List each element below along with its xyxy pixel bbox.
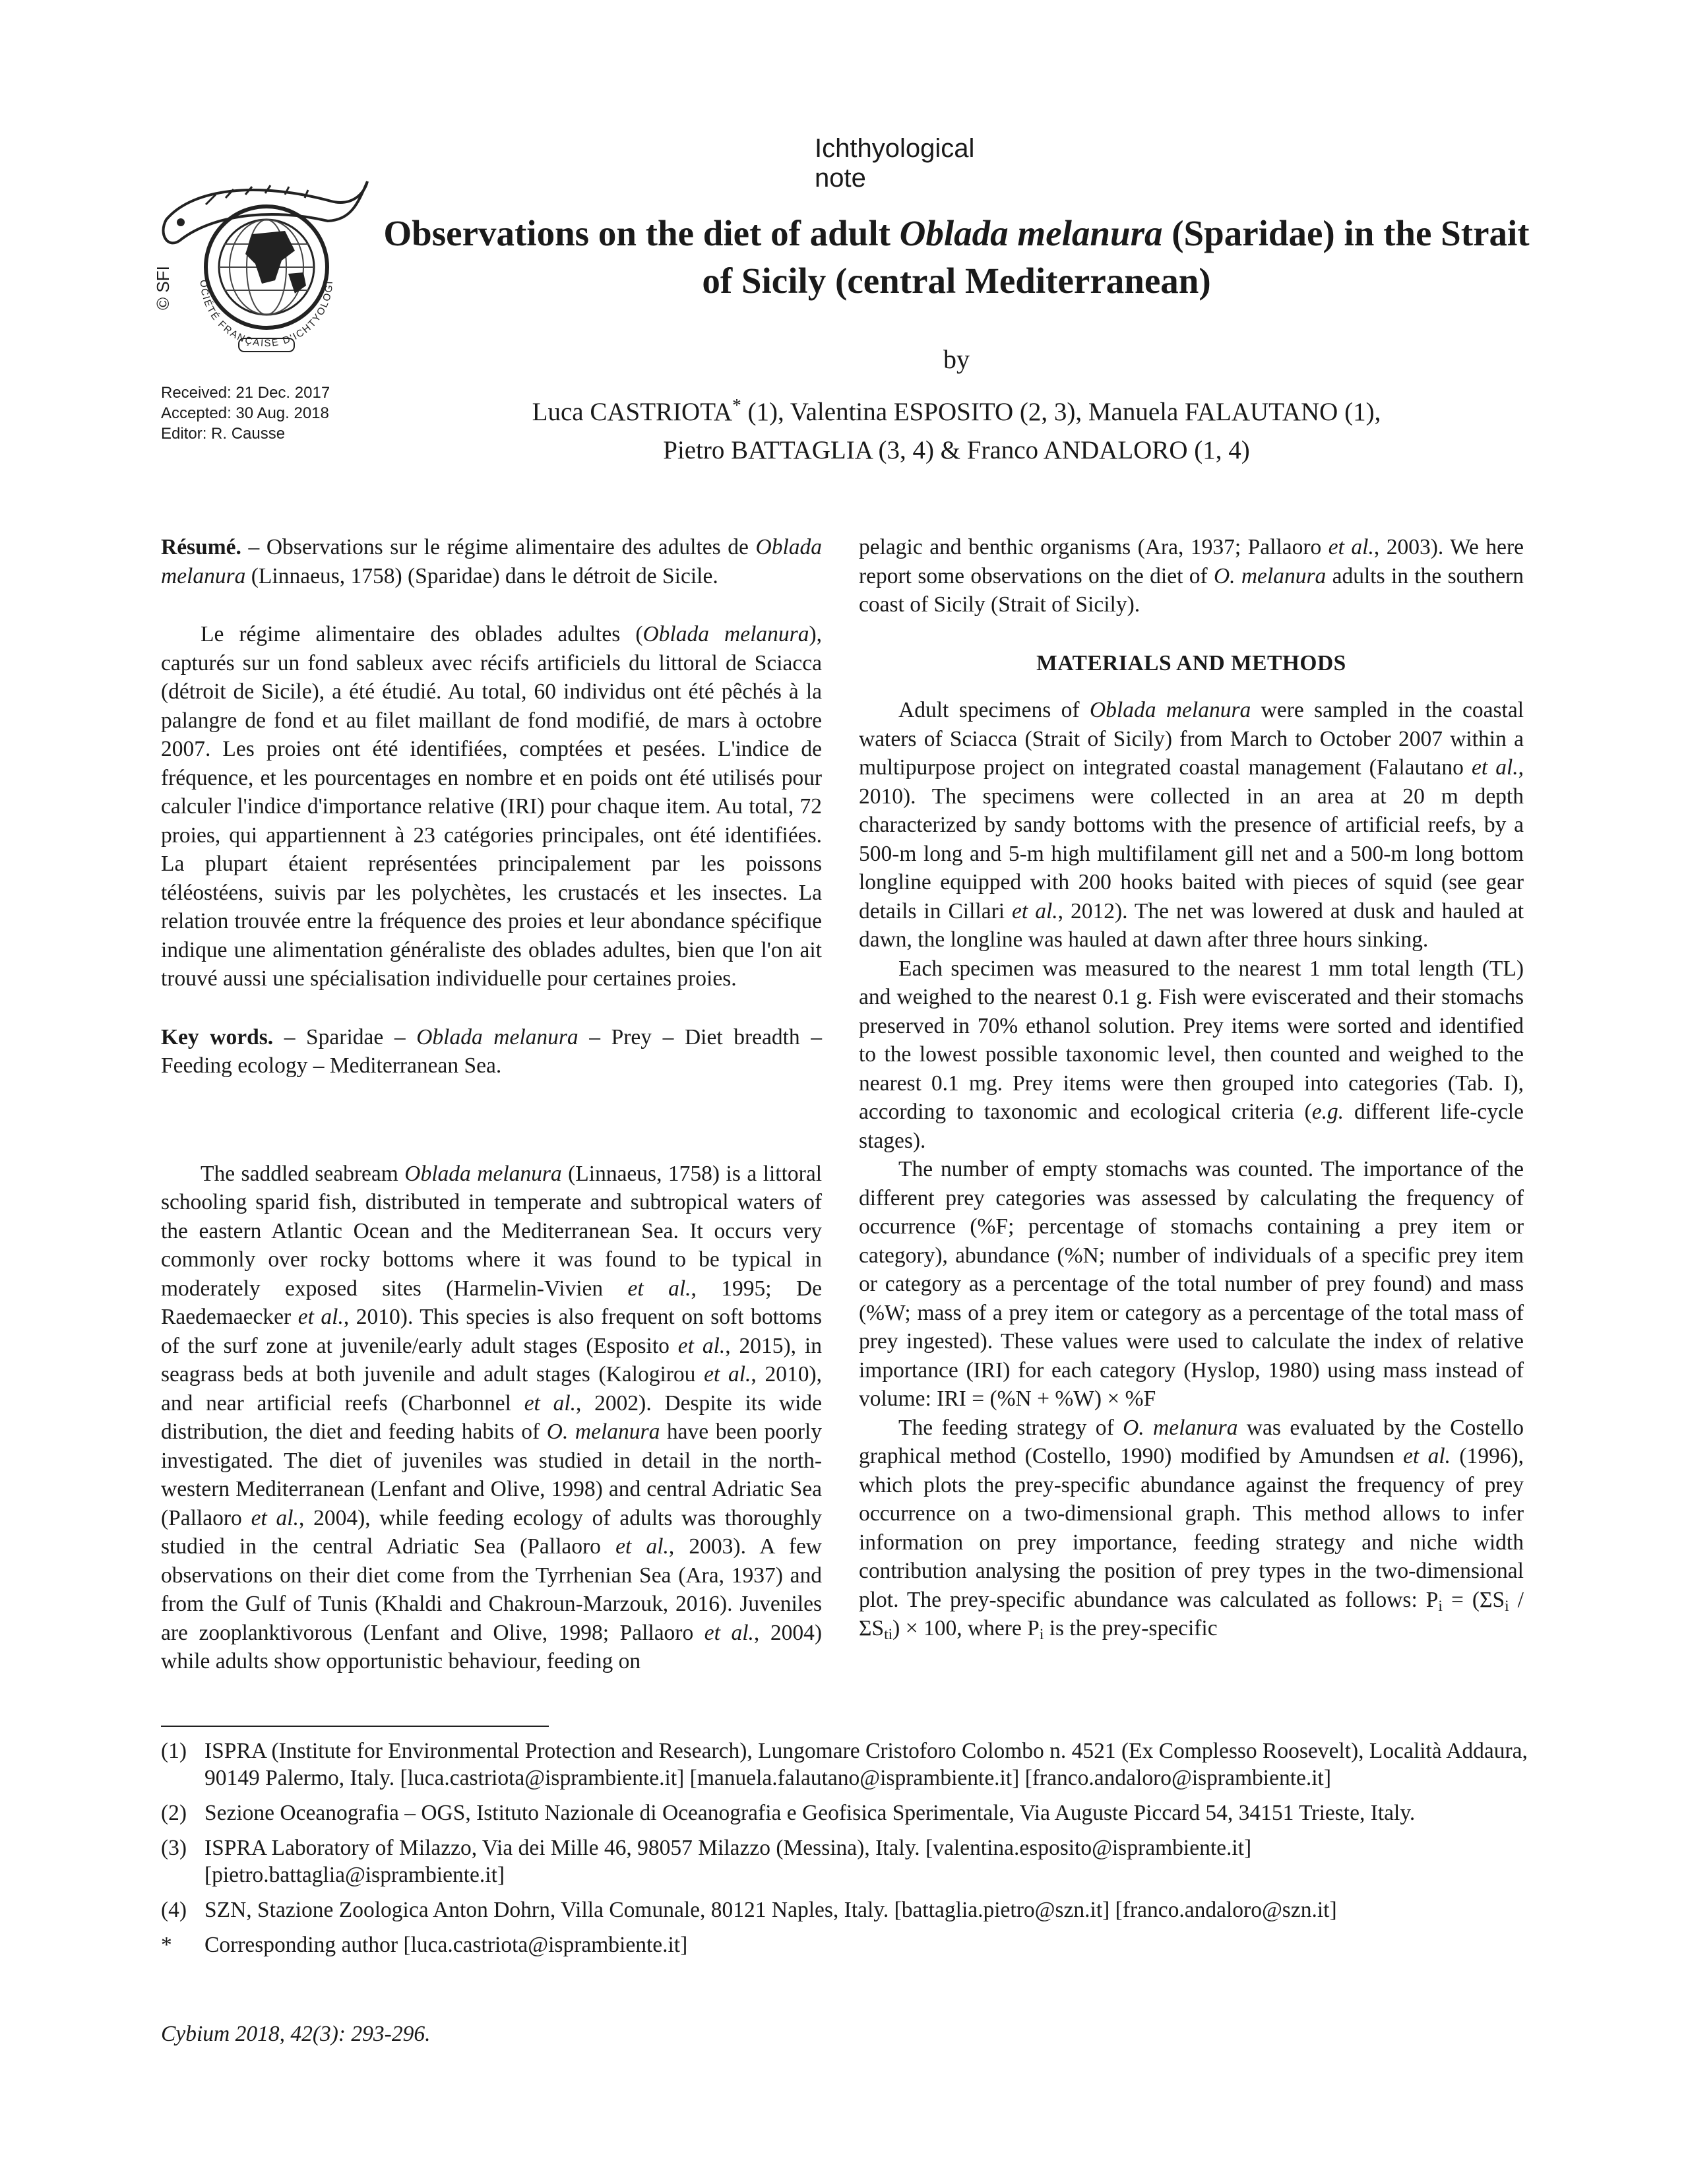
copyright-mark: © SFI — [153, 266, 173, 310]
footnotes — [161, 1737, 1533, 1966]
journal-citation: Cybium 2018, 42(3): 293-296. — [161, 2022, 431, 2046]
sfi-logo — [153, 168, 371, 366]
editor-name: Editor: R. Causse — [161, 425, 286, 443]
resume-paragraph: Résumé. – Observations sur le régime alimentaire des adultes de Oblada melanura (Linnaeus, 1758) (Sparidae) dans le détroit de Sicile. — [161, 535, 822, 588]
right-column — [859, 533, 1524, 1643]
note-type-label: Ichthyological note — [815, 134, 975, 193]
methods-paragraph-4: The feeding strategy of O. melanura was evaluated by the Costello graphical method (Costello, 1990) modified by Amundsen et al. (1996), which plots the prey-specific abundance against the frequency of prey occurrence on a two-dimensional graph. This method allows to infer information on prey importance, feeding strategy and niche width contribution analysing the position of prey types in the two-dimensional plot. The prey-specific abundance was calculated as follows: $P_i = (\Sigma S_i / \Sigma S_{ti}) \times 100$, where $P_i$ is the prey-specific — [859, 1415, 1524, 1643]
corresponding-author: Luca CASTRIOTA — [532, 398, 733, 426]
footnote: (1) ISPRA (Institute for Environmental Protection and Research), Lungomare Cristoforo Colombo n. 4521 (Ex Complesso Roosevelt), Località Addaura, 90149 Palermo, Italy. [luca.castriota@isprambiente.it] [manuela.falautano@isprambiente.it] [franco.andaloro@isprambiente.it] — [161, 1739, 1528, 1790]
methods-paragraph-1: Adult specimens of Oblada melanura were sampled in the coastal waters of Sciacca (Strait of Sicily) from March to October 2007 within a multipurpose project on integrated coastal management (Falautano et al., 2010). The specimens were collected in an area at 20 m depth characterized by sandy bottoms with the presence of artificial reefs, by a 500-m long and 5-m high multifilament gill net and a 500-m long bottom longline equipped with 200 hooks baited with pieces of squid (see gear details in Cillari et al., 2012). The net was lowered at dusk and hauled at dawn, the longline was hauled at dawn after three hours sinking. — [859, 698, 1524, 952]
keywords-paragraph: Key words. – Sparidae – Oblada melanura – Prey – Diet breadth – Feeding ecology – Mediterranean Sea. — [161, 1024, 823, 1078]
received-date: Received: 21 Dec. 2017 — [161, 384, 330, 402]
logo-ring-text: OCIÉTÉ FRANÇAISE D'ICHTYOLOGI — [197, 279, 336, 350]
methods-paragraph-2: Each specimen was measured to the nearest 1 mm total length (TL) and weighed to the nearest 0.1 g. Fish were eviscerated and their stomachs preserved in 70% ethanol solution. Prey items were sorted and identified to the lowest possible taxonomic level, then counted and weighed to the nearest 0.1 mg. Prey items were then grouped into categories (Tab. I), according to taxonomic and ecological criteria (e.g. different life-cycle stages). — [859, 956, 1524, 1153]
methods-paragraph-3: The number of empty stomachs was counted. The importance of the different prey categories was assessed by calculating the frequency of occurrence (%F; percentage of stomachs containing a prey item or category), abundance (%N; number of individuals of a specific prey item or category as a percentage of the total number of prey found) and mass (%W; mass of a prey item or category as a percentage of the total mass of prey ingested). These values were used to calculate the index of relative importance (IRI) for each category (Hyslop, 1980) using mass instead of volume: IRI = (%N + %W) × %F — [859, 1157, 1524, 1411]
editorial-dates — [161, 383, 330, 444]
article-title: Observations on the diet of adult Oblada melanura (Sparidae) in the Strait of Sicily (central Mediterranean) — [383, 213, 1530, 301]
abstract-fr-paragraph: Le régime alimentaire des oblades adultes (Oblada melanura), capturés sur un fond sableux avec récifs artificiels du littoral de Sciacca (détroit de Sicile), a été étudié. Au total, 60 individus ont été pêchés à la palangre de fond et au filet maillant de fond modifié, de mars à octobre 2007. Les proies ont été identifiées, comptées et pesées. L'indice de fréquence, et les pourcentages en nombre et en poids ont été utilisés pour calculer l'indice d'importance relative (IRI) pour chaque item. Au total, 72 proies, qui appartiennent à 23 catégories principales, ont été identifiées. La plupart étaient représentées principalement par les poissons téléostéens, suivis par les polychètes, les crustacés et les insectes. La relation trouvée entre la fréquence des proies et leur abondance spécifique indique une alimentation généraliste des oblades adultes, bien que l'on ait trouvé aussi une spécialisation individuelle pour certaines proies. — [161, 622, 822, 991]
author-list: Luca CASTRIOTA* (1), Valentina ESPOSITO (2, 3), Manuela FALAUTANO (1), Pietro BATTAGLIA (3, 4) & Franco ANDALORO (1, 4) — [532, 395, 1381, 464]
intro-continued-paragraph: pelagic and benthic organisms (Ara, 1937; Pallaoro et al., 2003). We here report some observations on the diet of O. melanura adults in the southern coast of Sicily (Strait of Sicily). — [859, 535, 1524, 617]
section-heading-methods: MATERIALS AND METHODS — [1036, 650, 1346, 675]
footnote: (3) ISPRA Laboratory of Milazzo, Via dei Mille 46, 98057 Milazzo (Messina), Italy. [valentina.esposito@isprambiente.it] [pietro.battaglia@isprambiente.it] — [161, 1836, 1252, 1887]
globe-fish-icon — [153, 168, 371, 366]
footnote: * Corresponding author [luca.castriota@isprambiente.it] — [161, 1933, 688, 1957]
introduction-paragraph: The saddled seabream Oblada melanura (Linnaeus, 1758) is a littoral schooling sparid fish, distributed in temperate and subtropical waters of the eastern Atlantic Ocean and the Mediterranean Sea. It occurs very commonly over rocky bottoms where it was found to be typical in moderately exposed sites (Harmelin-Vivien et al., 1995; De Raedemaecker et al., 2010). This species is also frequent on soft bottoms of the surf zone at juvenile/early adult stages (Esposito et al., 2015), in seagrass beds at both juvenile and adult stages (Kalogirou et al., 2010), and near artificial reefs (Charbonnel et al., 2002). Despite its wide distribution, the diet and feeding habits of O. melanura have been poorly investigated. The diet of juveniles was studied in detail in the north-western Mediterranean (Lenfant and Olive, 1998) and central Adriatic Sea (Pallaoro et al., 2004), while feeding ecology of adults was thoroughly studied in the central Adriatic Sea (Pallaoro et al., 2003). A few observations on their diet come from the Tyrrhenian Sea (Ara, 1937) and from the Gulf of Tunis (Khaldi and Chakroun-Marzouk, 2016). Juveniles are zooplanktivorous (Lenfant and Olive, 1998; Pallaoro et al., 2004) while adults show opportunistic behaviour, feeding on — [161, 1161, 823, 1673]
footnote: (2) Sezione Oceanografia – OGS, Istituto Nazionale di Oceanografia e Geofisica Sperimentale, Via Auguste Piccard 54, 34151 Trieste, Italy. — [161, 1801, 1416, 1825]
footnote: (4) SZN, Stazione Zoologica Anton Dohrn, Villa Comunale, 80121 Naples, Italy. [battaglia.pietro@szn.it] [franco.andaloro@szn.it] — [161, 1898, 1337, 1922]
accepted-date: Accepted: 30 Aug. 2018 — [161, 404, 329, 422]
byline-by: by — [943, 344, 970, 374]
left-column — [161, 533, 822, 1676]
footnote-divider — [161, 1726, 549, 1727]
title-species: Oblada melanura — [899, 213, 1163, 253]
